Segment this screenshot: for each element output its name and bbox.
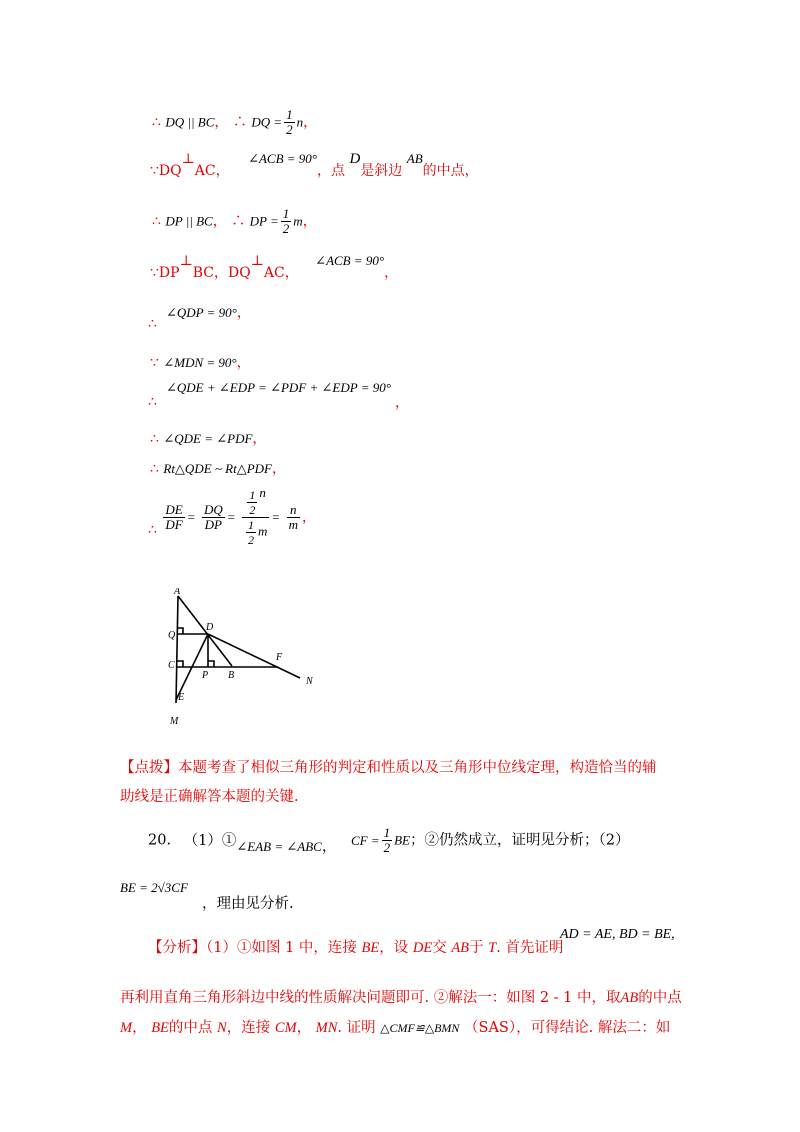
- text: AC，: [194, 163, 230, 179]
- denominator: 2: [282, 221, 290, 236]
- math-expr: Rt△QDE ~ Rt△PDF: [163, 461, 272, 476]
- math-var: AB: [620, 990, 639, 1006]
- point-label-E: E: [178, 692, 185, 703]
- fraction: [284, 108, 295, 137]
- denominator: 2: [247, 533, 254, 547]
- step-line-3: [152, 207, 317, 236]
- step-line-5: [148, 302, 251, 322]
- denominator: 2: [286, 122, 293, 137]
- therefore-mark-7: [148, 394, 157, 410]
- math-var: MN: [315, 1020, 338, 1036]
- math-var: T: [488, 940, 497, 956]
- comma: ，: [384, 265, 399, 281]
- therefore-mark-5: [148, 316, 157, 332]
- perp-symbol: ⊥: [181, 151, 195, 167]
- comma: ，: [212, 213, 227, 230]
- numerator: 1: [247, 518, 254, 532]
- point-label-F: F: [276, 652, 283, 663]
- point-label-C: C: [168, 660, 175, 671]
- text: ，连接: [226, 1020, 271, 1036]
- math-expr: DP =: [249, 213, 279, 229]
- compound-numerator: [242, 485, 269, 517]
- compound-fraction: [242, 485, 269, 547]
- math-var: AB: [406, 151, 423, 166]
- numerator: n: [290, 502, 297, 517]
- therefore-symbol: ∴: [232, 114, 247, 131]
- because-symbol: ∵: [150, 163, 159, 179]
- numerator: 1: [282, 206, 290, 221]
- math-var: DE: [412, 940, 433, 956]
- because-symbol: ∵: [150, 265, 159, 281]
- math-var: n: [296, 114, 304, 130]
- right-angle-P: [208, 661, 214, 667]
- step-line-10: ∴ $\frac{DE}{DF}$ = $\frac{DQ}{DP}$ = $\frac{1}{2}$ n $\frac{1}{2}$ m = $\frac{n}{m}$ ，: [148, 485, 316, 547]
- comma: ，: [236, 305, 251, 321]
- numerator: 1: [286, 107, 293, 122]
- denominator: 2: [383, 840, 391, 855]
- math-var: BE: [151, 1020, 169, 1036]
- text: DP: [158, 265, 180, 281]
- compound-denominator: [242, 517, 269, 547]
- text: 是斜边: [360, 163, 403, 179]
- q20-part2-reason: [202, 892, 294, 913]
- therefore-symbol: ∴: [152, 114, 161, 131]
- text: BC，DQ: [192, 265, 251, 281]
- note-text: 助线是正确解答本题的关键.: [120, 789, 299, 805]
- comma: ，: [395, 395, 409, 411]
- step-line-7: [148, 380, 391, 396]
- math-var: n: [259, 485, 266, 501]
- denominator: m: [288, 517, 298, 532]
- point-label-M: M: [170, 716, 179, 727]
- text: 于: [469, 940, 484, 956]
- math-expr: ∠QDE + ∠EDP = ∠PDF + ∠EDP = 90°: [166, 380, 391, 395]
- point-label-P: P: [202, 670, 209, 681]
- text: ，可得结论. 解法二：如: [516, 1020, 671, 1036]
- right-angle-C: [177, 661, 183, 667]
- math-var: D: [349, 151, 361, 167]
- analysis-eq: [560, 926, 675, 943]
- text: . 首先证明: [496, 940, 564, 956]
- numerator: DQ: [203, 502, 223, 517]
- text: ，点: [317, 163, 345, 179]
- comma: ，: [252, 431, 267, 447]
- line-AM: [176, 596, 178, 703]
- fraction-de-df: [163, 503, 184, 532]
- math-var: BE: [394, 832, 410, 848]
- denominator: DP: [202, 517, 225, 532]
- analysis-tag: 【分析】: [148, 940, 206, 956]
- fraction: [382, 826, 393, 855]
- step-line-2: [150, 151, 479, 180]
- q20-answer-line: [148, 826, 629, 855]
- geometry-figure: [160, 588, 325, 728]
- perp-symbol: ⊥: [250, 253, 264, 269]
- text: （1）①: [183, 832, 237, 849]
- text: （SAS）: [464, 1020, 517, 1036]
- step-line-1: [152, 108, 317, 137]
- text: ，: [132, 1020, 147, 1036]
- math-expr: ∠QDE = ∠PDF: [163, 431, 253, 446]
- analysis-line-1: [148, 936, 563, 957]
- perp-symbol: ⊥: [179, 253, 193, 269]
- comma: ，: [302, 213, 317, 230]
- question-number: 20.: [148, 832, 172, 849]
- math-var: N: [217, 1020, 227, 1036]
- math-expr: DQ || BC: [165, 114, 215, 130]
- comma: ，: [321, 838, 337, 855]
- fraction-dq-dp: [202, 503, 225, 532]
- text: 再利用直角三角形斜边中线的性质解决问题即可. ②解法一：如图 2 - 1 中，取: [120, 990, 621, 1006]
- math-var: BE: [361, 940, 380, 956]
- analysis-line-3: [120, 1016, 670, 1037]
- point-label-D: D: [206, 622, 214, 633]
- math-var: AB: [451, 940, 470, 956]
- therefore-symbol: ∴: [150, 461, 159, 477]
- math-expr: CF =: [350, 832, 380, 848]
- text: . 证明: [337, 1020, 376, 1036]
- numerator: 1: [249, 488, 256, 502]
- note-text: 本题考查了相似三角形的判定和性质以及三角形中位线定理，构造恰当的辅: [178, 760, 657, 776]
- math-var: CM: [274, 1020, 297, 1036]
- text: 的中点: [638, 990, 682, 1006]
- therefore-symbol: ∴: [148, 316, 157, 332]
- note-tag: 【点拨】: [120, 760, 178, 776]
- step-line-8: [150, 428, 266, 448]
- therefore-symbol: ∴: [150, 431, 159, 447]
- math-expr: AD = AE, BD = BE,: [560, 927, 675, 942]
- math-expr: ∠ACB = 90°: [315, 253, 385, 268]
- math-var: M: [120, 1020, 133, 1036]
- line-AB: [178, 596, 232, 666]
- math-expr: ∠MDN = 90°: [163, 355, 237, 370]
- therefore-symbol: ∴: [152, 213, 161, 230]
- text: 交: [432, 940, 447, 956]
- fraction-n-m: [287, 503, 300, 532]
- comma: ，: [236, 355, 251, 371]
- text: ，理由见分析.: [202, 896, 294, 912]
- point-label-B: B: [228, 670, 235, 681]
- step-line-6: [150, 352, 251, 372]
- text: ，: [296, 1020, 312, 1036]
- text: DQ: [158, 163, 182, 179]
- fraction: [281, 207, 292, 236]
- numerator: DE: [165, 502, 183, 517]
- math-expr: DQ =: [251, 114, 283, 130]
- step-line-9: [150, 458, 286, 478]
- therefore-symbol: ∴: [148, 394, 157, 410]
- line-DN: [208, 634, 300, 678]
- point-label-Q: Q: [168, 630, 176, 641]
- text: 的中点: [168, 1020, 213, 1036]
- denominator: DF: [165, 517, 183, 532]
- math-expr: BE = 2√3CF: [120, 880, 188, 895]
- analysis-line-2: [120, 986, 682, 1007]
- math-expr: ∠EAB = ∠ABC: [236, 838, 322, 854]
- math-expr: DP || BC: [165, 213, 213, 229]
- point-label-N: N: [306, 676, 313, 687]
- point-label-A: A: [174, 588, 181, 597]
- therefore-symbol: ∴: [231, 213, 246, 230]
- therefore-symbol: ∴: [148, 521, 157, 538]
- separator: ，: [214, 114, 229, 131]
- comma: ，: [303, 114, 318, 131]
- math-var: m: [293, 213, 303, 229]
- q20-part2-line: [120, 880, 188, 896]
- comma: ，: [272, 461, 286, 477]
- text: ；②仍然成立，证明见分析；（2）: [409, 832, 630, 849]
- text: AC，: [263, 265, 299, 281]
- text: ，设: [379, 940, 409, 956]
- comma: ，: [301, 509, 316, 526]
- math-expr: ∠QDP = 90°: [166, 305, 237, 320]
- text: 的中点，: [422, 163, 479, 179]
- because-symbol: ∵: [150, 355, 159, 371]
- note-paragraph: [120, 754, 690, 812]
- math-var: m: [257, 523, 268, 539]
- text: （1）①如图 1 中，连接: [206, 940, 357, 956]
- comma-7: [395, 392, 409, 412]
- math-expr: △CMF≌△BMN: [380, 1021, 460, 1035]
- denominator: 2: [249, 503, 256, 517]
- numerator: 1: [383, 825, 391, 840]
- math-expr: ∠ACB = 90°: [248, 151, 317, 166]
- step-line-4: [150, 253, 399, 282]
